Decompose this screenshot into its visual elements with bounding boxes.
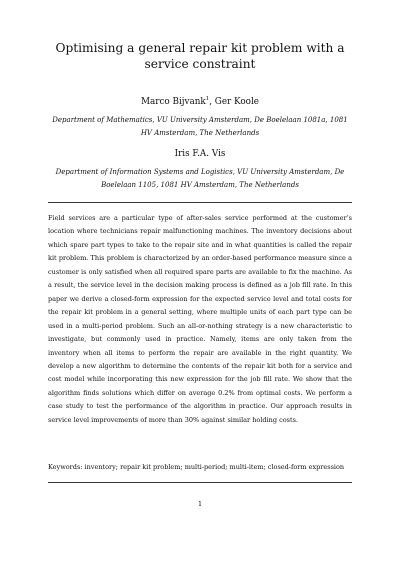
paper-title: Optimising a general repair kit problem with a service constraint [55, 41, 345, 71]
affiliation-1: Department of Mathematics, VU University Amsterdam, De Boelelaan 1081a, 1081 HV Amsterdam, The Netherlands [52, 116, 348, 137]
keywords: Keywords: inventory; repair kit problem; multi-period; multi-item; closed-form expression [48, 463, 345, 471]
author-name: , Ger Koole [209, 97, 259, 107]
abstract: Field services are a particular type of after-sales service performed at the customer’s location where technicians repair malfunctioning machines. The inventory decisions about which spare part types to take to the repair site and in what quantities is called the repair kit problem. This problem is characterized by an order-based performance measure since a customer is only satisfied when all required spare parts are available to fix the machine. As a result, the service level in the decision making process is defined as a job fill rate. In this paper we derive a closed-form expression for the expected service level and total costs for the repair kit problem in a general setting, where multiple units of each part type can be used in a multi-period problem. Such an all-or-nothing strategy is a new characteristic to investigate, but commonly used in practice. Namely, items are only taken from the inventory when all items to perform the repair are available in the right quantity. We develop a new algorithm to determine the contents of the repair kit both for a service and cost model while incorporating this new expression for the job fill rate. We show that the algorithm finds solutions which differ on average 0.2% from optimal costs. We perform a case study to test the performance of the algorithm in practice. Our approach results in service level improvements of more than 30% against similar holding costs. [48, 214, 352, 424]
author-line-2: Iris F.A. Vis [174, 149, 226, 159]
author-line-1 [40, 96, 360, 108]
page-number: 1 [197, 500, 203, 508]
author-name: Marco Bijvank [141, 97, 206, 107]
top-divider [48, 202, 352, 203]
affiliation-2: Department of Information Systems and Logistics, VU University Amsterdam, De Boelelaan 1105, 1081 HV Amsterdam, The Netherlands [55, 168, 345, 189]
affiliation-marker: 1 [205, 96, 210, 103]
bottom-divider [48, 482, 352, 483]
